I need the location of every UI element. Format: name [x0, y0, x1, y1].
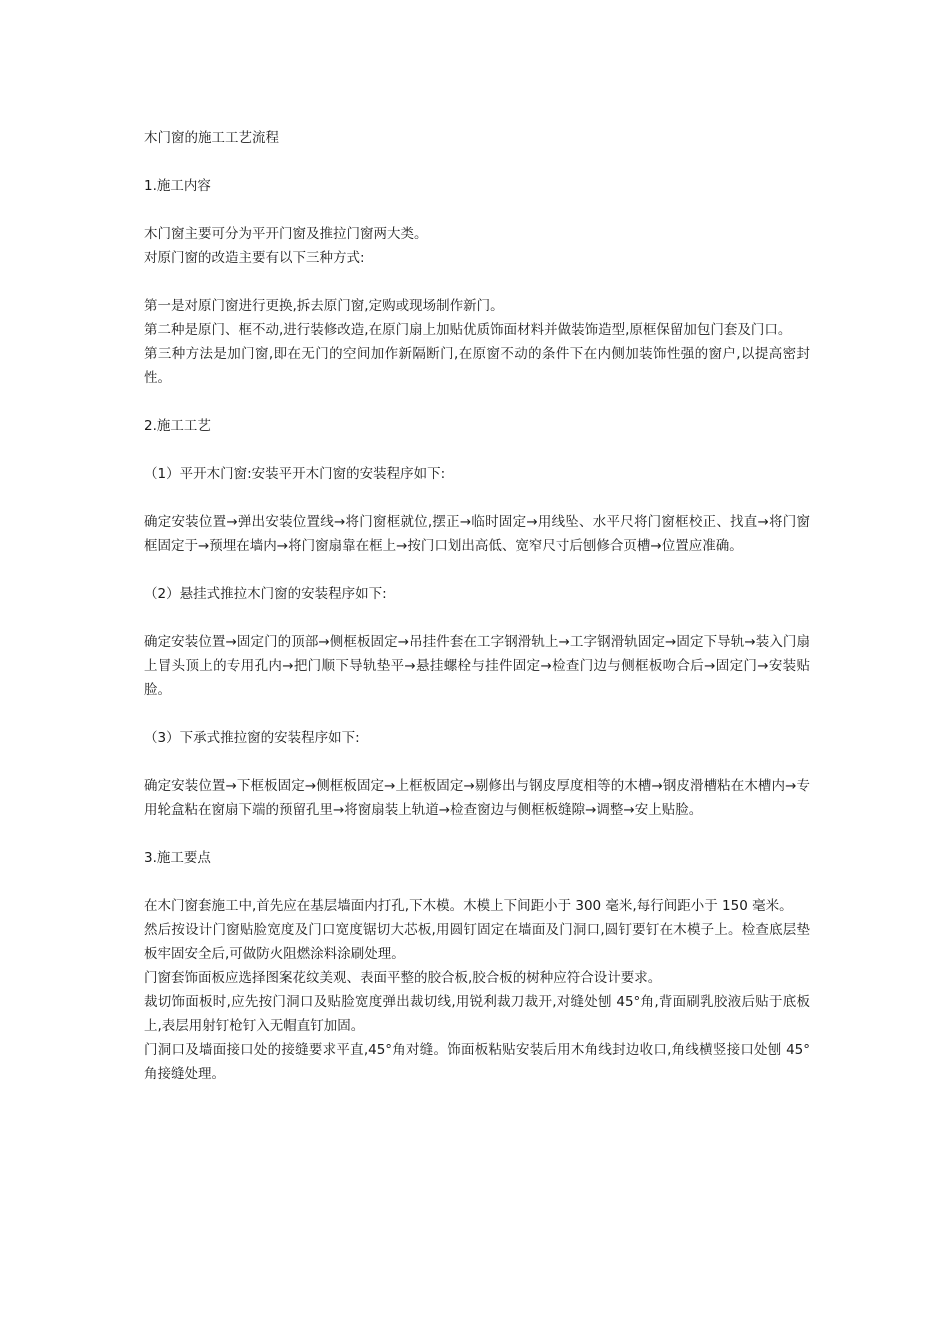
paragraph: 确定安装位置→弹出安装位置线→将门窗框就位,摆正→临时固定→用线坠、水平尺将门窗框校正、找直→将门窗框固定于→预埋在墙内→将门窗扇靠在框上→按门口划出高低、宽窄尺寸后刨修合页槽→位置应准确。: [144, 514, 810, 554]
paragraph: 对原门窗的改造主要有以下三种方式:: [144, 250, 365, 266]
section-heading-3: 3.施工要点: [144, 850, 211, 866]
document-body: [144, 126, 810, 1086]
paragraph: 第一是对原门窗进行更换,拆去原门窗,定购或现场制作新门。: [144, 298, 504, 314]
subsection-heading: （1）平开木门窗:安装平开木门窗的安装程序如下:: [144, 466, 446, 482]
paragraph: 第二种是原门、框不动,进行装修改造,在原门扇上加贴优质饰面材料并做装饰造型,原框保留加包门套及门口。: [144, 322, 792, 338]
section-heading-2: 2.施工工艺: [144, 418, 211, 434]
paragraph: 然后按设计门窗贴脸宽度及门口宽度锯切大芯板,用圆钉固定在墙面及门洞口,圆钉要钉在木模子上。检查底层垫板牢固安全后,可做防火阻燃涂料涂刷处理。: [144, 922, 810, 962]
subsection-heading: （2）悬挂式推拉木门窗的安装程序如下:: [144, 586, 387, 602]
paragraph: 确定安装位置→固定门的顶部→侧框板固定→吊挂件套在工字钢滑轨上→工字钢滑轨固定→固定下导轨→装入门扇上冒头顶上的专用孔内→把门顺下导轨垫平→悬挂螺栓与挂件固定→检查门边与侧框板吻合后→固定门→安装贴脸。: [144, 634, 810, 698]
paragraph: 门洞口及墙面接口处的接缝要求平直,45°角对缝。饰面板粘贴安装后用木角线封边收口,角线横竖接口处刨 45°角接缝处理。: [144, 1042, 810, 1082]
subsection-heading: （3）下承式推拉窗的安装程序如下:: [144, 730, 360, 746]
paragraph: 裁切饰面板时,应先按门洞口及贴脸宽度弹出裁切线,用锐利裁刀裁开,对缝处刨 45°角,背面刷乳胶液后贴于底板上,表层用射钉枪钉入无帽直钉加固。: [144, 994, 810, 1034]
paragraph: 第三种方法是加门窗,即在无门的空间加作新隔断门,在原窗不动的条件下在内侧加装饰性强的窗户,以提高密封性。: [144, 346, 810, 386]
paragraph: 在木门窗套施工中,首先应在基层墙面内打孔,下木模。木模上下间距小于 300 毫米,每行间距小于 150 毫米。: [144, 898, 793, 914]
section-heading-1: 1.施工内容: [144, 178, 211, 194]
paragraph: 确定安装位置→下框板固定→侧框板固定→上框板固定→剔修出与钢皮厚度相等的木槽→钢皮滑槽粘在木槽内→专用轮盒粘在窗扇下端的预留孔里→将窗扇装上轨道→检查窗边与侧框板缝隙→调整→安上贴脸。: [144, 778, 810, 818]
paragraph: 门窗套饰面板应选择图案花纹美观、表面平整的胶合板,胶合板的树种应符合设计要求。: [144, 970, 662, 986]
paragraph: 木门窗主要可分为平开门窗及推拉门窗两大类。: [144, 226, 428, 242]
document-title: 木门窗的施工工艺流程: [144, 130, 279, 146]
